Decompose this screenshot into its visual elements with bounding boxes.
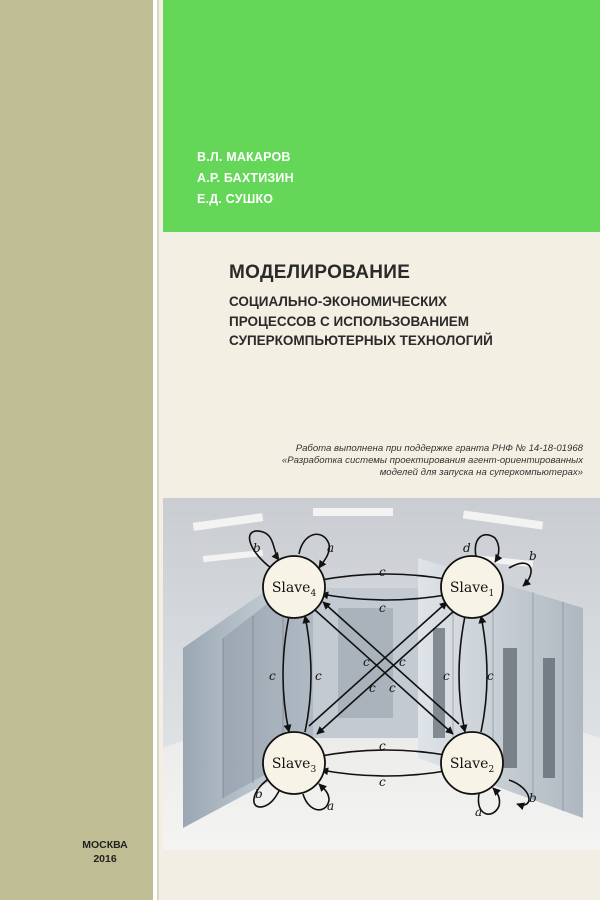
bottom-strip <box>163 850 600 900</box>
edge-label-c: c <box>443 669 450 683</box>
subtitle-line-3: СУПЕРКОМПЬЮТЕРНЫХ ТЕХНОЛОГИЙ <box>229 333 493 348</box>
edge-label-c: c <box>399 655 406 669</box>
edge-label-b: b <box>253 541 261 555</box>
edge-label-c: c <box>369 681 376 695</box>
edge-label-b: b <box>255 787 263 801</box>
subtitle-line-1: СОЦИАЛЬНО-ЭКОНОМИЧЕСКИХ <box>229 294 448 309</box>
book-spine <box>0 0 153 900</box>
book-subtitle <box>229 292 493 351</box>
edge-label-c: c <box>363 655 370 669</box>
node-slave-4 <box>263 556 325 618</box>
node-subscript: 4 <box>310 589 317 599</box>
imprint-city: МОСКВА <box>82 839 128 851</box>
grant-line-1: Работа выполнена при поддержке гранта РНФ № 14-18-01968 <box>295 443 583 454</box>
edge-label-d: d <box>463 541 471 555</box>
cover-illustration <box>163 498 600 850</box>
author-1: В.Л. МАКАРОВ <box>197 150 291 164</box>
grant-line-3: моделей для запуска на суперкомпьютерах» <box>379 466 583 478</box>
edge-label-c: c <box>379 775 386 789</box>
edge-label-c: c <box>389 681 396 695</box>
edge-label-c: c <box>269 669 276 683</box>
node-subscript: 2 <box>488 765 495 775</box>
author-3: Е.Д. СУШКО <box>197 192 274 206</box>
grant-line-2: «Разработка системы проектирования агент-ориентированных <box>281 454 583 466</box>
edge-label-b: b <box>529 791 537 805</box>
edge-label-c: c <box>487 669 494 683</box>
authors-list <box>197 147 294 210</box>
node-label: Slave <box>271 756 311 772</box>
edge-label-c: c <box>315 669 322 683</box>
node-subscript: 1 <box>488 589 495 599</box>
spine-divider-shadow <box>157 0 159 900</box>
book-title: МОДЕЛИРОВАНИЕ <box>229 262 411 283</box>
node-slave-2 <box>441 732 503 794</box>
edge-label-a: a <box>327 541 335 555</box>
node-label: Slave <box>449 756 489 772</box>
grant-note <box>282 443 583 478</box>
node-label: Slave <box>271 580 311 596</box>
node-subscript: 3 <box>310 765 317 775</box>
subtitle-line-2: ПРОЦЕССОВ С ИСПОЛЬЗОВАНИЕМ <box>229 313 470 329</box>
node-slave-1 <box>441 556 503 618</box>
edge-label-c: c <box>379 739 386 753</box>
node-label: Slave <box>449 580 489 596</box>
imprint-year: 2016 <box>93 853 117 865</box>
edge-label-a: a <box>327 799 335 813</box>
edge-label-a: a <box>475 805 483 819</box>
edge-label-c: c <box>379 565 386 579</box>
server-room-diagram <box>163 498 600 850</box>
imprint <box>60 838 150 866</box>
edge-label-c: c <box>379 601 386 615</box>
edge-label-b: b <box>529 549 537 563</box>
author-2: А.Р. БАХТИЗИН <box>197 171 294 185</box>
node-slave-3 <box>263 732 325 794</box>
